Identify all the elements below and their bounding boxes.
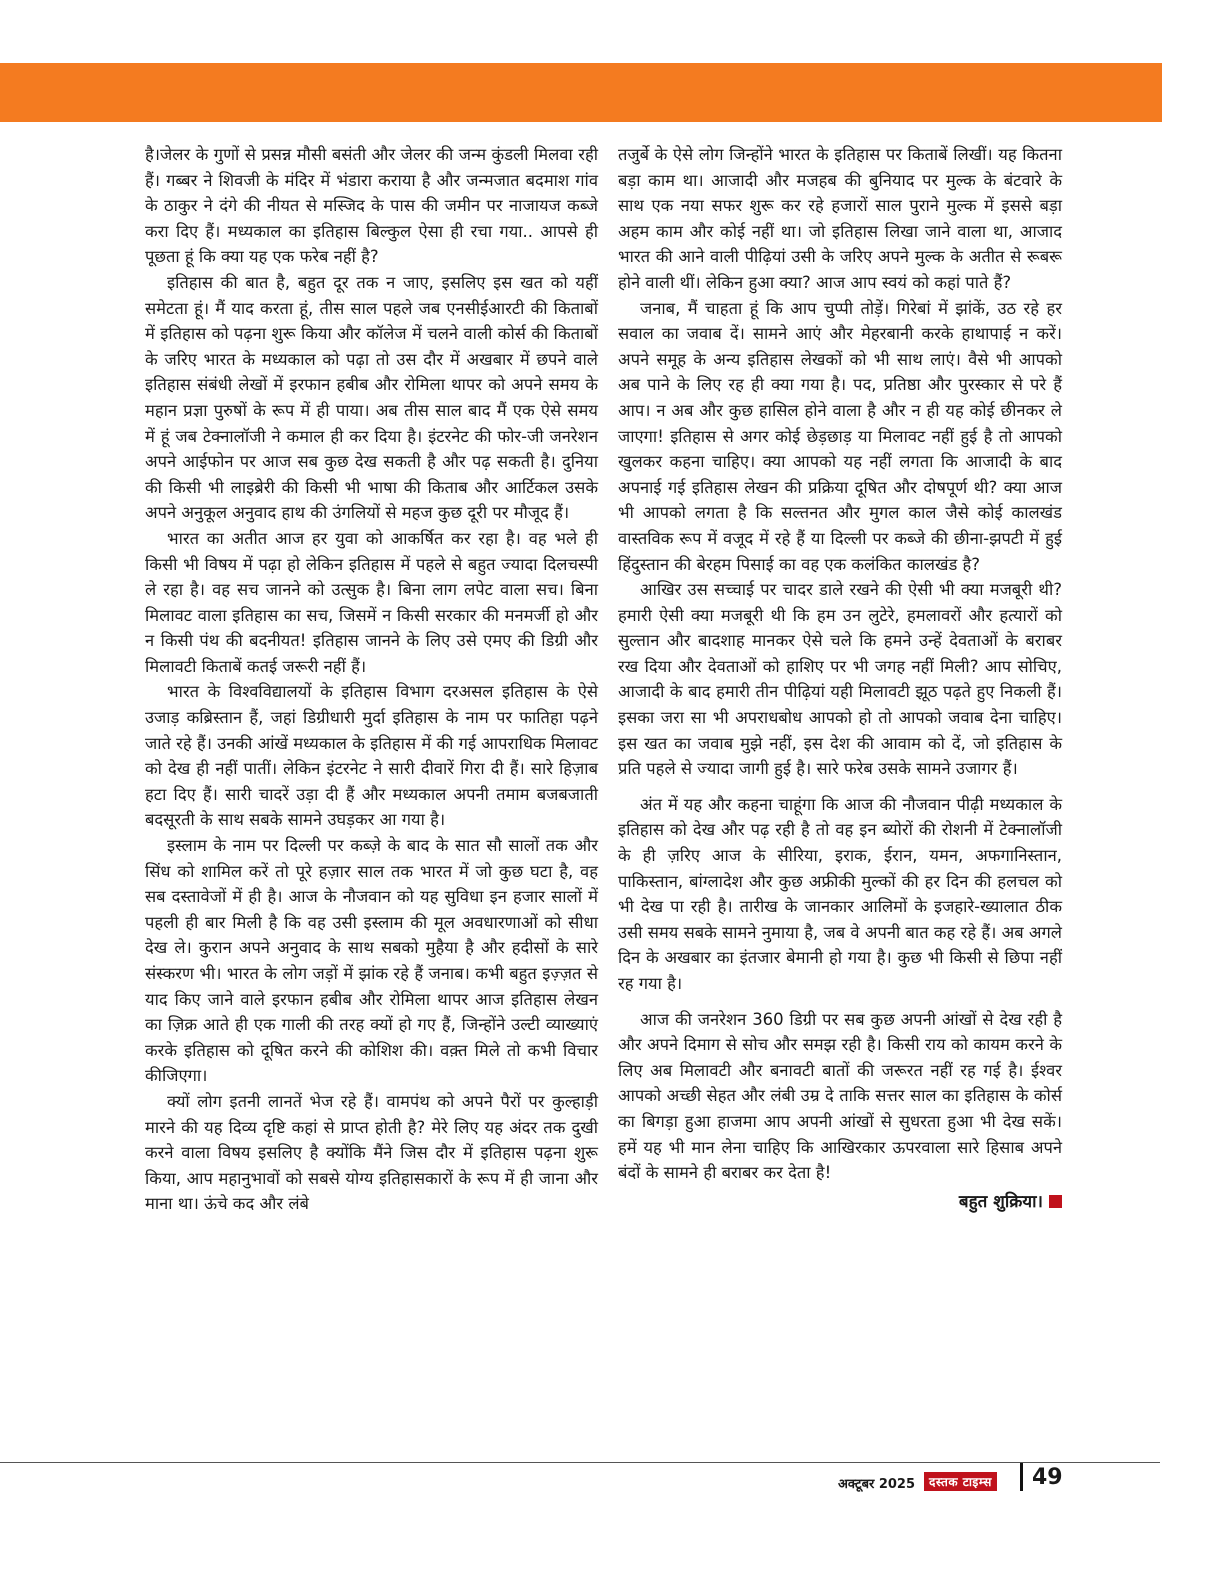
page-number: 49 — [1032, 1465, 1063, 1490]
end-mark-icon — [1049, 1195, 1062, 1208]
header-color-bar — [0, 63, 1162, 122]
signoff — [618, 1190, 1062, 1216]
paragraph: आखिर उस सच्चाई पर चादर डाले रखने की ऐसी भी क्या मजबूरी थी? हमारी ऐसी क्या मजबूरी थी कि हम उन लुटेरे, हमलावरों और हत्यारों को सुल्तान और बादशाह मानकर ऐसे चले कि हमने उन्हें देवताओं के बराबर रख दिया और देवताओं को हाशिए पर भी जगह नहीं मिली? आप सोचिए, आजादी के बाद हमारी तीन पीढ़ियां यही मिलावटी झूठ पढ़ते हुए निकली हैं। इसका जरा सा भी अपराधबोध आपको हो तो आपको जवाब देना चाहिए। इस खत का जवाब मुझे नहीं, इस देश की आवाम को दें, जो इतिहास के प्रति पहले से ज्यादा जागी हुई है। सारे फरेब उसके सामने उजागर हैं। — [618, 580, 1062, 779]
article-column-1 — [145, 142, 598, 1217]
paragraph: आज की जनरेशन 360 डिग्री पर सब कुछ अपनी आंखों से देख रही है और अपने दिमाग से सोच और समझ रही है। किसी राय को कायम करने के लिए अब मिलावटी और बनावटी बातों की जरूरत नहीं रह गई है। ईश्वर आपको अच्छी सेहत और लंबी उम्र दे ताकि सत्तर साल का इतिहास के कोर्स का बिगड़ा हुआ हाजमा आप अपनी आंखों से सुधरता हुआ भी देख सकें। हमें यह भी मान लेना चाहिए कि आखिरकार ऊपरवाला सारे हिसाब अपने बंदों के सामने ही बराबर कर देता है! — [618, 1009, 1062, 1183]
paragraph: भारत के विश्वविद्यालयों के इतिहास विभाग दरअसल इतिहास के ऐसे उजाड़ कब्रिस्तान हैं, जहां डिग्रीधारी मुर्दा इतिहास के नाम पर फातिहा पढ़ने जाते रहे हैं। उनकी आंखें मध्यकाल के इतिहास में की गई आपराधिक मिलावट को देख ही नहीं पातीं। लेकिन इंटरनेट ने सारी दीवारें गिरा दी हैं। सारे हिज़ाब हटा दिए हैं। सारी चादरें उड़ा दी हैं और मध्यकाल अपनी तमाम बजबजाती बदसूरती के साथ सबके सामने उघड़कर आ गया है। — [145, 682, 598, 830]
paragraph: है।जेलर के गुणों से प्रसन्न मौसी बसंती और जेलर की जन्म कुंडली मिलवा रही हैं। गब्बर ने शिवजी के मंदिर में भंडारा कराया है और जन्मजात बदमाश गांव के ठाकुर ने दंगे की नीयत से मस्जिद के पास की जमीन पर नाजायज कब्जे करा दिए हैं। मध्यकाल का इतिहास बिल्कुल ऐसा ही रचा गया.. आपसे ही पूछता हूं कि क्या यह एक फरेब नहीं है? — [145, 145, 598, 267]
footer-divider — [0, 1462, 1160, 1463]
article-column-2 — [618, 142, 1062, 1215]
signoff-text: बहुत शुक्रिया। — [958, 1191, 1043, 1212]
magazine-logo: दस्तक टाइम्स — [924, 1472, 997, 1491]
paragraph: इस्लाम के नाम पर दिल्ली पर कब्ज़े के बाद के सात सौ सालों तक और सिंध को शामिल करें तो पूरे हज़ार साल तक भारत में जो कुछ घटा है, वह सब दस्तावेजों में ही है। आज के नौजवान को यह सुविधा इन हजार सालों में पहली ही बार मिली है कि वह उसी इस्लाम की मूल अवधारणाओं को सीधा देख ले। कुरान अपने अनुवाद के साथ सबको मुहैया है और हदीसों के सारे संस्करण भी। भारत के लोग जड़ों में झांक रहे हैं जनाब। कभी बहुत इज़्ज़त से याद किए जाने वाले इरफान हबीब और रोमिला थापर आज इतिहास लेखन का ज़िक्र आते ही एक गाली की तरह क्यों हो गए हैं, जिन्होंने उल्टी व्याख्याएं करके इतिहास को दूषित करने की कोशिश की। वक़्त मिले तो कभी विचार कीजिएगा। — [145, 836, 598, 1086]
paragraph: तजुर्बे के ऐसे लोग जिन्होंने भारत के इतिहास पर किताबें लिखीं। यह कितना बड़ा काम था। आजादी और मजहब की बुनियाद पर मुल्क के बंटवारे के साथ एक नया सफर शुरू कर रहे हजारों साल पुराने मुल्क में इससे बड़ा अहम काम और कोई नहीं था। जो इतिहास लिखा जाने वाला था, आजाद भारत की आने वाली पीढ़ियां उसी के जरिए अपने मुल्क के अतीत से रूबरू होने वाली थीं। लेकिन हुआ क्या? आज आप स्वयं को कहां पाते हैं? — [618, 145, 1062, 292]
paragraph: क्यों लोग इतनी लानतें भेज रहे हैं। वामपंथ को अपने पैरों पर कुल्हाड़ी मारने की यह दिव्य दृष्टि कहां से प्राप्त होती है? मेरे लिए यह अंदर तक दुखी करने वाला विषय इसलिए है क्योंकि मैंने जिस दौर में इतिहास पढ़ना शुरू किया, आप महानुभावों को सबसे योग्य इतिहासकारों के रूप में ही जाना और माना था। ऊंचे कद और लंबे — [145, 1091, 598, 1214]
footer-date: अक्टूबर 2025 — [838, 1477, 916, 1492]
paragraph: भारत का अतीत आज हर युवा को आकर्षित कर रहा है। वह भले ही किसी भी विषय में पढ़ा हो लेकिन इतिहास में पहले से बहुत ज्यादा दिलचस्पी ले रहा है। वह सच जानने को उत्सुक है। बिना लाग लपेट वाला सच। बिना मिलावट वाला इतिहास का सच, जिसमें न किसी सरकार की मनमर्जी हो और न किसी पंथ की बदनीयत! इतिहास जानने के लिए उसे एमए की डिग्री और मिलावटी किताबें कतई जरूरी नहीं हैं। — [145, 528, 598, 676]
paragraph: इतिहास की बात है, बहुत दूर तक न जाए, इसलिए इस खत को यहीं समेटता हूं। मैं याद करता हूं, तीस साल पहले जब एनसीईआरटी की किताबों में इतिहास को पढ़ना शुरू किया और कॉलेज में चलने वाली कोर्स की किताबों के जरिए भारत के मध्यकाल को पढ़ा तो उस दौर में अखबार में छपने वाले इतिहास संबंधी लेखों में इरफान हबीब और रोमिला थापर को अपने समय के महान प्रज्ञा पुरुषों के रूप में ही पाया। अब तीस साल बाद मैं एक ऐसे समय में हूं जब टेक्नालॉजी ने कमाल ही कर दिया है। इंटरनेट की फोर-जी जनरेशन अपने आईफोन पर आज सब कुछ देख सकती है और पढ़ सकती है। दुनिया की किसी भी लाइब्रेरी की किसी भी भाषा की किताब और आर्टिकल उसके अपने अनुकूल अनुवाद हाथ की उंगलियों से महज कुछ दूरी पर मौजूद हैं। — [145, 272, 598, 523]
footer-separator — [1020, 1463, 1023, 1491]
paragraph: जनाब, मैं चाहता हूं कि आप चुप्पी तोड़ें। गिरेबां में झांकें, उठ रहे हर सवाल का जवाब दें। सामने आएं और मेहरबानी करके हाथापाई न करें। अपने समूह के अन्य इतिहास लेखकों को भी साथ लाएं। वैसे भी आपको अब पाने के लिए रह ही क्या गया है। पद, प्रतिष्ठा और पुरस्कार से परे हैं आप। न अब और कुछ हासिल होने वाला है और न ही यह कोई छीनकर ले जाएगा! इतिहास से अगर कोई छेड़छाड़ या मिलावट नहीं हुई है तो आपको खुलकर कहना चाहिए। क्या आपको यह नहीं लगता कि आजादी के बाद अपनाई गई इतिहास लेखन की प्रक्रिया दूषित और दोषपूर्ण थी? क्या आज भी आपको लगता है कि सल्तनत और मुगल काल जैसे कोई कालखंड वास्तविक रूप में वजूद में रहे हैं या दिल्ली पर कब्जे की छीना-झपटी में हुई हिंदुस्तान की बेरहम पिसाई का वह एक कलंकित कालखंड है? — [618, 298, 1062, 574]
paragraph: अंत में यह और कहना चाहूंगा कि आज की नौजवान पीढ़ी मध्यकाल के इतिहास को देख और पढ़ रही है तो वह इन ब्योरों की रोशनी में टेक्नालॉजी के ही ज़रिए आज के सीरिया, इराक, ईरान, यमन, अफगानिस्तान, पाकिस्तान, बांग्लादेश और कुछ अफ्रीकी मुल्कों की हर दिन की हलचल को भी देख पा रही है। तारीख के जानकार आलिमों के इजहारे-ख्यालात ठीक उसी समय सबके सामने नुमाया है, जब वे अपनी बात कह रहे हैं। अब अगले दिन के अखबार का इंतजार बेमानी हो गया है। कुछ भी किसी से छिपा नहीं रह गया है। — [618, 794, 1062, 993]
